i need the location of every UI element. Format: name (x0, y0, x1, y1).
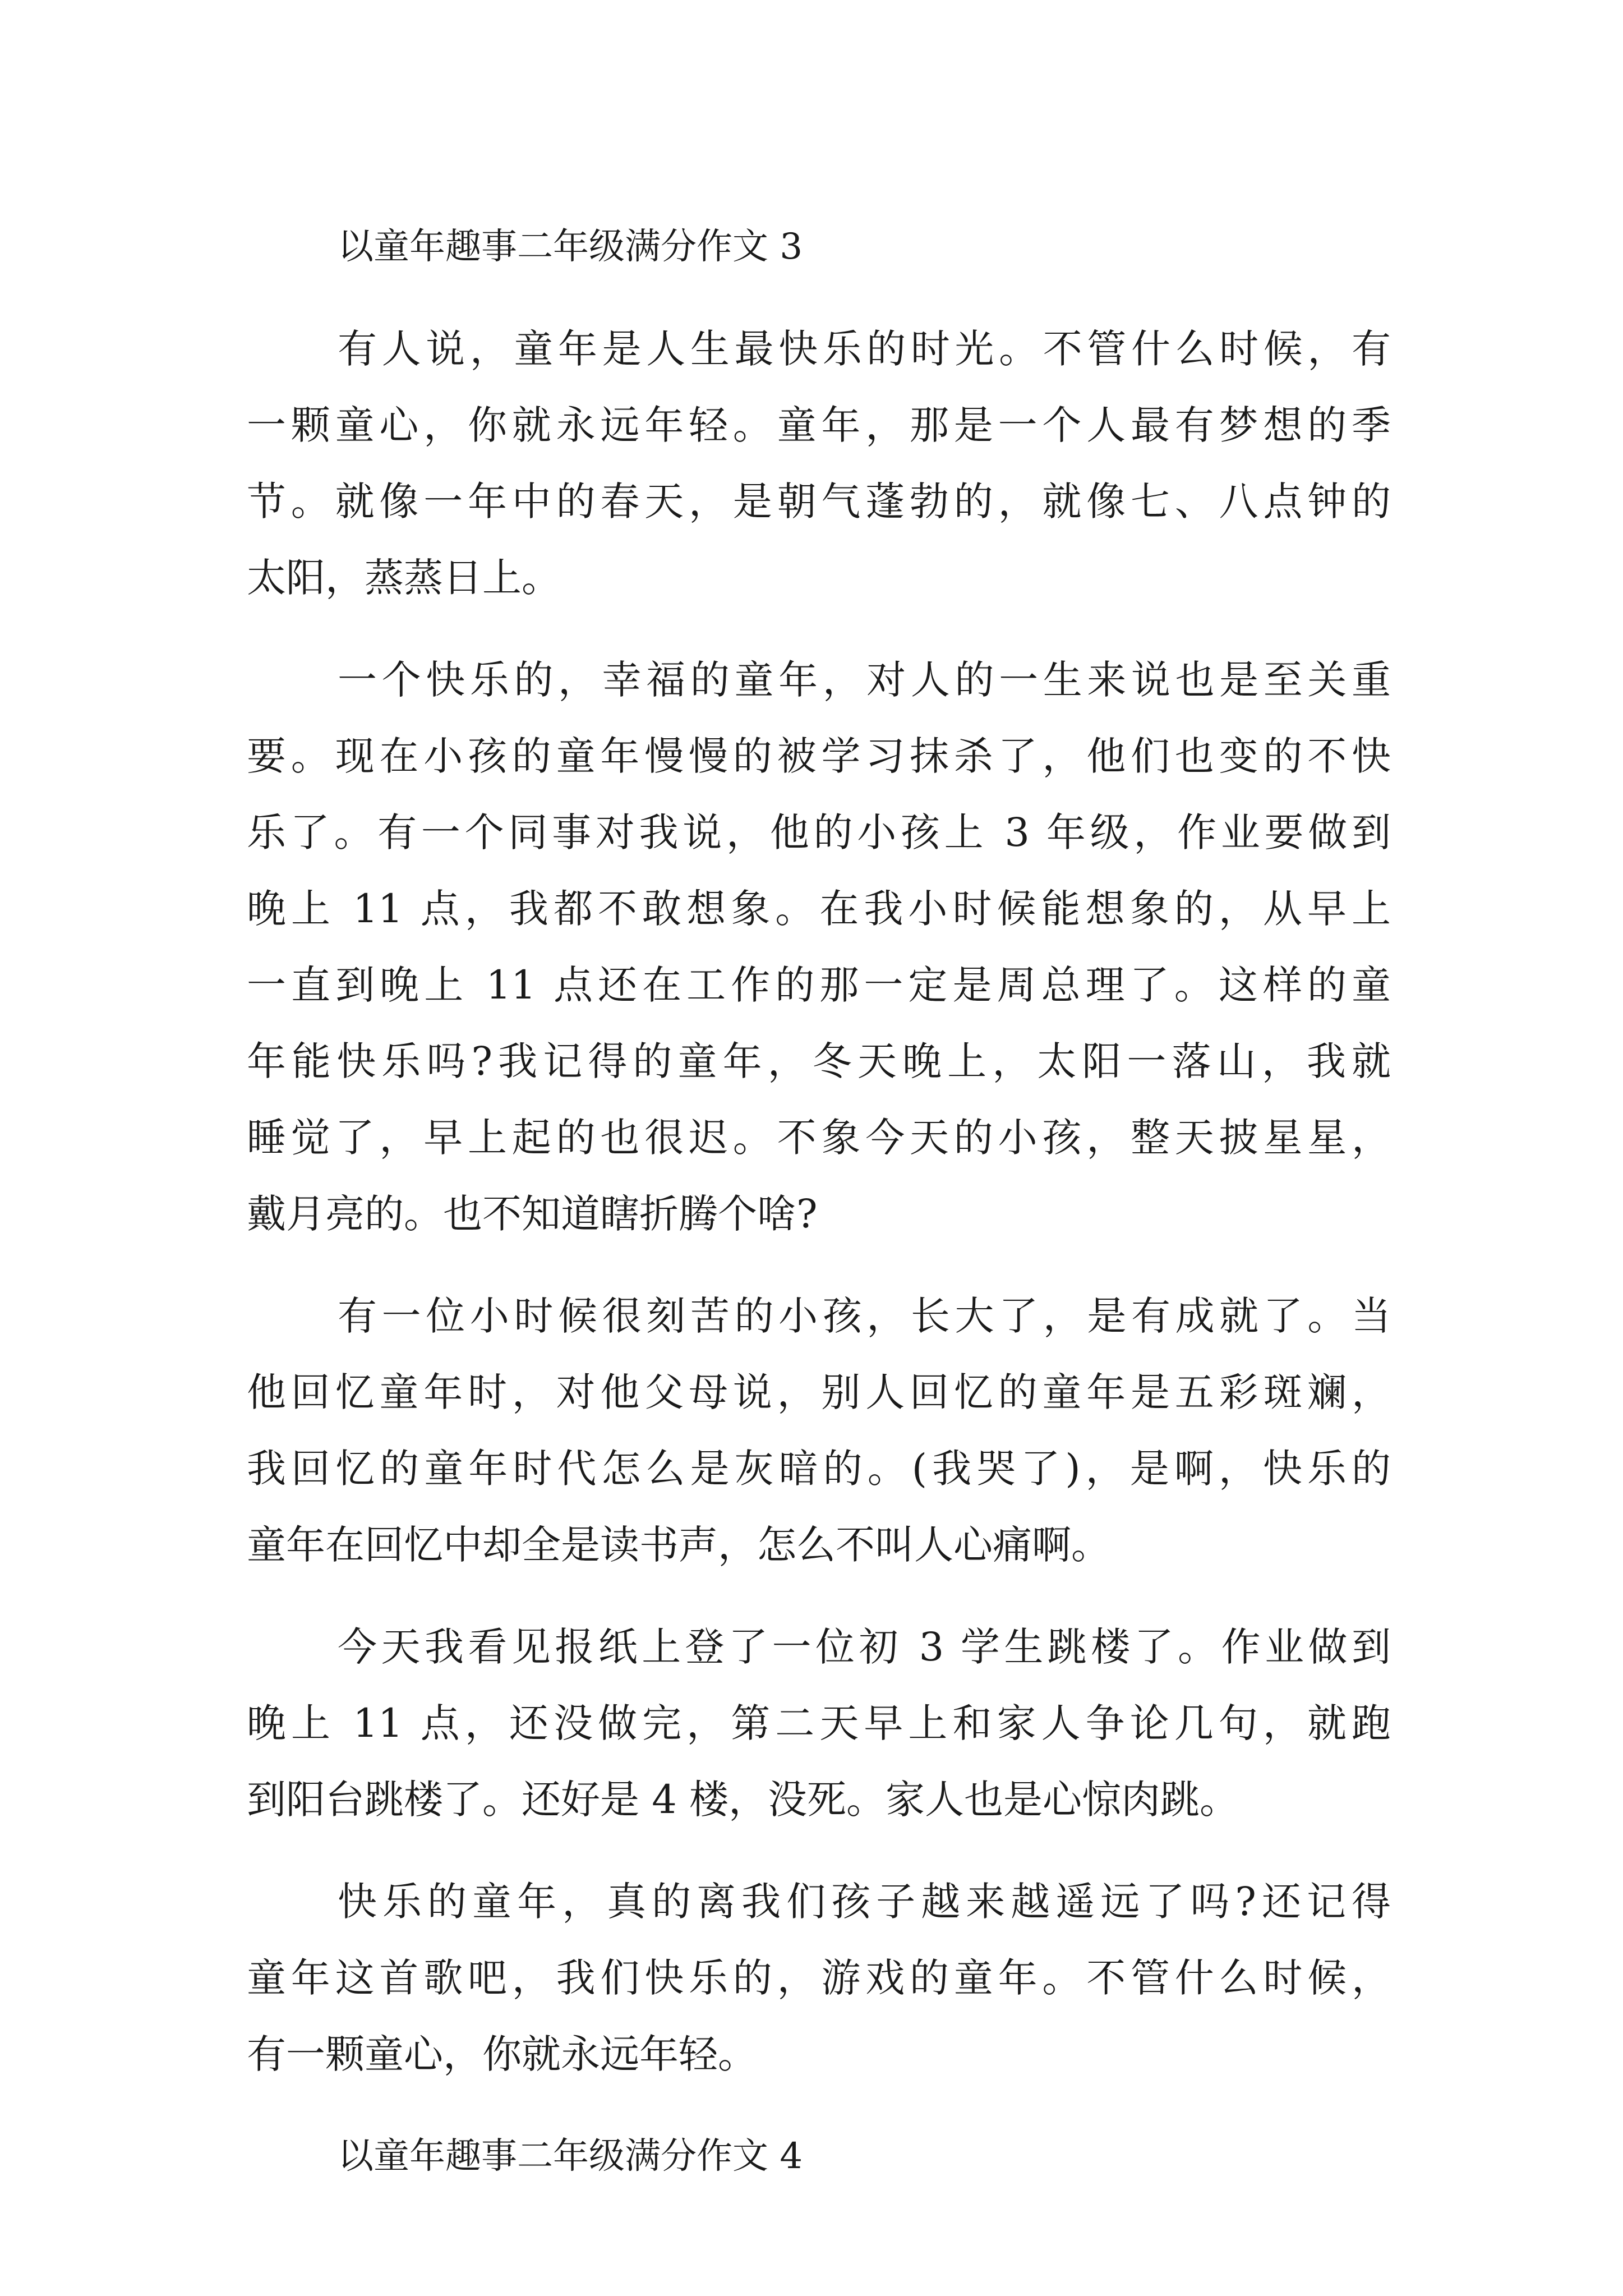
text-line: 童年在回忆中却全是读书声，怎么不叫人心痛啊。 (247, 1522, 1110, 1568)
text-line: 有一位小时候很刻苦的小孩，长大了，是有成就了。当 (338, 1293, 1391, 1339)
text-line: 有一颗童心，你就永远年轻。 (247, 2031, 757, 2077)
document-body (247, 209, 1391, 2194)
text-line: 年能快乐吗?我记得的童年，冬天晚上，太阳一落山，我就 (247, 1038, 1391, 1084)
paragraph-gap (247, 285, 1391, 311)
text-line: 他回忆童年时，对他父母说，别人回忆的童年是五彩斑斓， (247, 1369, 1391, 1415)
paragraph-2 (247, 642, 1391, 1252)
paragraph-gap (247, 1252, 1391, 1278)
text-line: 今天我看见报纸上登了一位初 3 学生跳楼了。作业做到 (338, 1624, 1391, 1670)
text-line: 一个快乐的，幸福的童年，对人的一生来说也是至关重 (338, 657, 1391, 703)
text-line: 戴月亮的。也不知道瞎折腾个啥? (247, 1191, 818, 1237)
paragraph-gap (247, 1838, 1391, 1864)
text-line: 晚上 11 点，还没做完，第二天早上和家人争论几句，就跑 (247, 1700, 1391, 1746)
text-line: 我回忆的童年时代怎么是灰暗的。(我哭了)，是啊，快乐的 (247, 1446, 1391, 1492)
text-line: 一颗童心，你就永远年轻。童年，那是一个人最有梦想的季 (247, 402, 1391, 448)
paragraph-gap (247, 1583, 1391, 1609)
text-line: 快乐的童年，真的离我们孩子越来越遥远了吗?还记得 (338, 1879, 1391, 1925)
text-line: 太阳，蒸蒸日上。 (247, 555, 561, 601)
paragraph-gap (247, 2092, 1391, 2118)
paragraph-3 (247, 1278, 1391, 1583)
text-line: 到阳台跳楼了。还好是 4 楼，没死。家人也是心惊肉跳。 (247, 1777, 1239, 1823)
text-line: 睡觉了，早上起的也很迟。不象今天的小孩，整天披星星， (247, 1115, 1391, 1161)
paragraph-5 (247, 1864, 1391, 2092)
text-line: 有人说，童年是人生最快乐的时光。不管什么时候，有 (338, 326, 1391, 372)
text-line: 一直到晚上 11 点还在工作的那一定是周总理了。这样的童 (247, 962, 1391, 1008)
section-heading: 以童年趣事二年级满分作文 4 (338, 2136, 803, 2177)
text-line: 节。就像一年中的春天，是朝气蓬勃的，就像七、八点钟的 (247, 478, 1391, 524)
text-line: 晚上 11 点，我都不敢想象。在我小时候能想象的，从早上 (247, 886, 1391, 932)
section-heading: 以童年趣事二年级满分作文 3 (338, 226, 803, 268)
paragraph-gap (247, 616, 1391, 642)
paragraph-1 (247, 311, 1391, 616)
paragraph-4 (247, 1609, 1391, 1838)
text-line: 要。现在小孩的童年慢慢的被学习抹杀了，他们也变的不快 (247, 733, 1391, 779)
text-line: 童年这首歌吧，我们快乐的，游戏的童年。不管什么时候， (247, 1955, 1391, 2001)
text-line: 乐了。有一个同事对我说，他的小孩上 3 年级，作业要做到 (247, 809, 1391, 855)
